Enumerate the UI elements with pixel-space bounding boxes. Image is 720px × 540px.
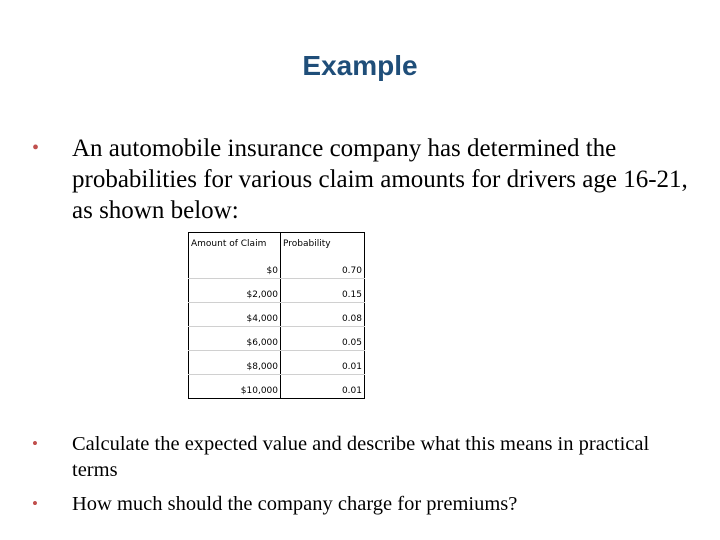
probability-cell: 0.08: [281, 303, 365, 327]
question-bullet-expected-value: [30, 431, 690, 483]
probability-cell: 0.70: [281, 255, 365, 279]
claim-amount-cell: $10,000: [189, 375, 281, 399]
bullet-icon: •: [32, 434, 38, 453]
question-bullet-text: Calculate the expected value and describe what this means in practical terms: [72, 433, 650, 481]
probability-cell: 0.05: [281, 327, 365, 351]
header-probability: Probability: [281, 233, 365, 255]
probability-cell: 0.01: [281, 375, 365, 399]
claim-amount-cell: $4,000: [189, 303, 281, 327]
claim-amount-cell: $8,000: [189, 351, 281, 375]
bullet-icon: •: [32, 494, 38, 513]
claim-amount-cell: $0: [189, 255, 281, 279]
slide-title: Example: [302, 50, 418, 81]
question-bullet-text: How much should the company charge for premiums?: [72, 493, 518, 515]
table-row: [189, 375, 365, 399]
table-row: [189, 327, 365, 351]
intro-bullet: [30, 133, 690, 226]
bullet-icon: •: [32, 137, 40, 159]
claims-probability-table: [188, 232, 365, 399]
intro-bullet-text: An automobile insurance company has determined the probabilities for various claim amounts for drivers age 16-21, as shown below:: [72, 135, 688, 224]
probability-cell: 0.01: [281, 351, 365, 375]
table-row: [189, 255, 365, 279]
table-row: [189, 303, 365, 327]
table-header-row: [189, 233, 365, 255]
question-bullet-premiums: [30, 491, 690, 517]
table-row: [189, 351, 365, 375]
claim-amount-cell: $6,000: [189, 327, 281, 351]
claim-amount-cell: $2,000: [189, 279, 281, 303]
probability-cell: 0.15: [281, 279, 365, 303]
header-amount-of-claim: Amount of Claim: [189, 233, 281, 255]
table-row: [189, 279, 365, 303]
